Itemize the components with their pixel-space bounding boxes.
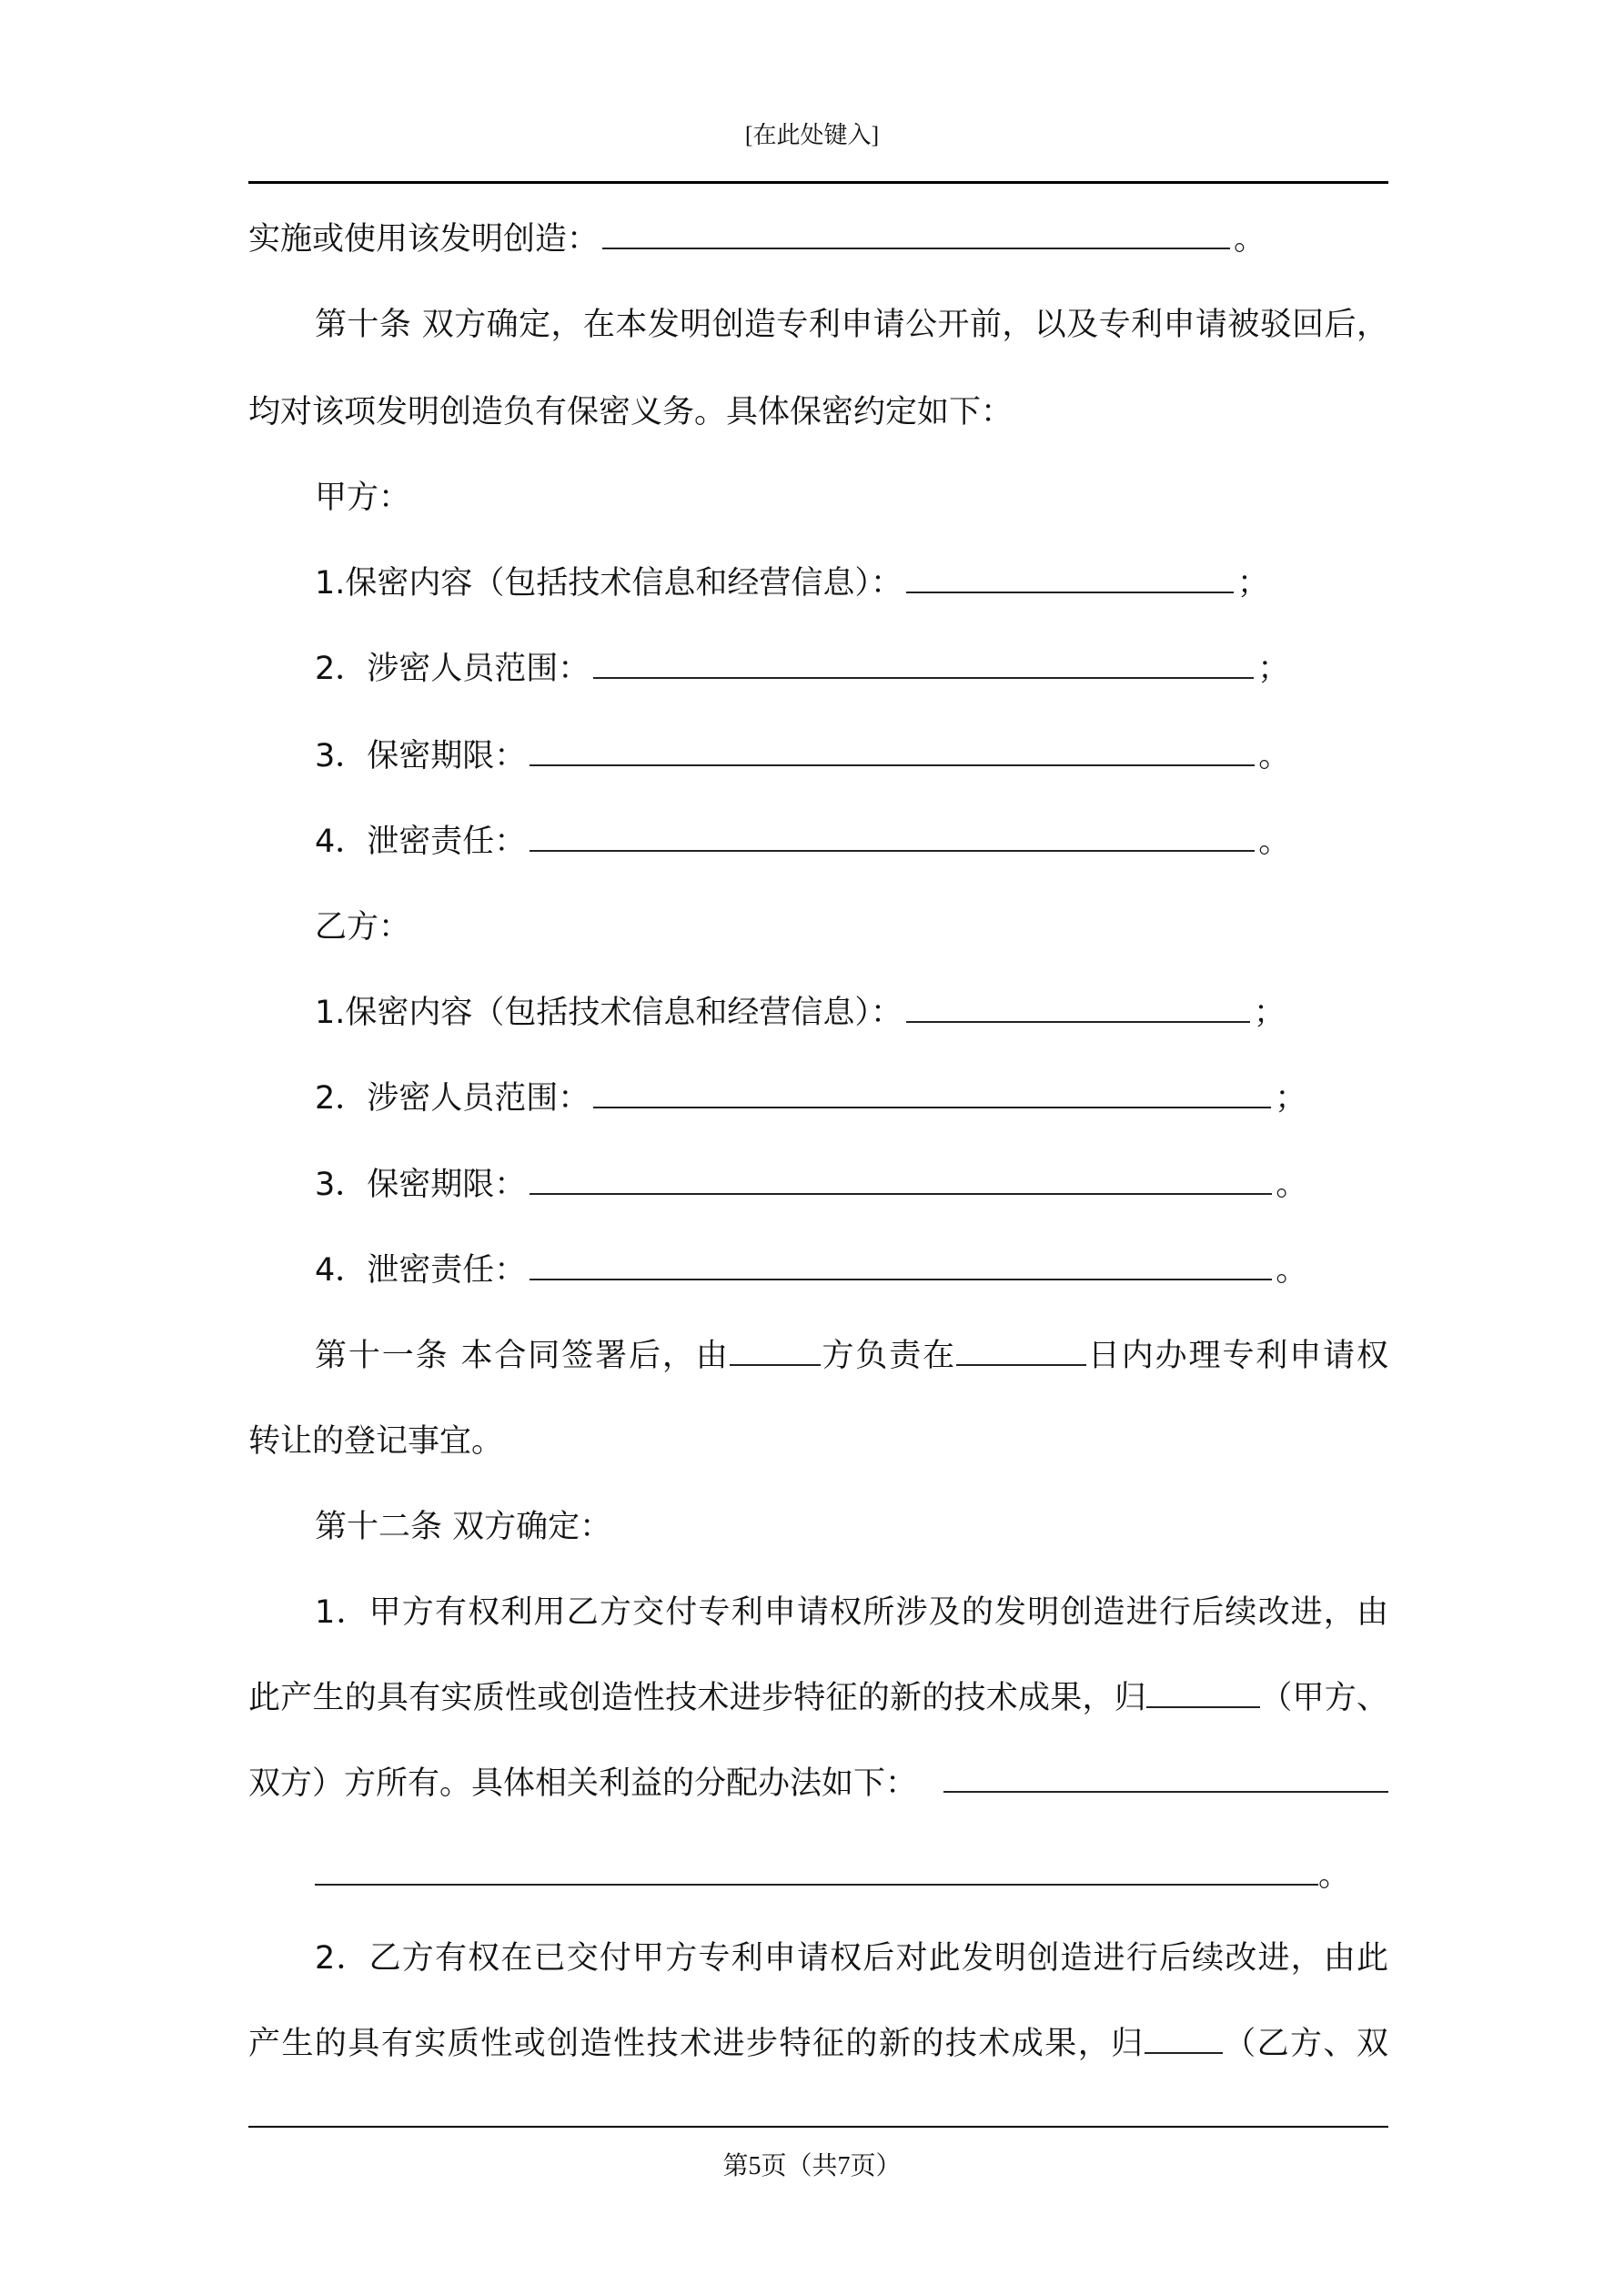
article-12-item-2-cont [248,2024,1388,2064]
blank-field[interactable] [593,1079,1271,1108]
party-a-item-2 [315,649,1388,689]
text: 第十一条 本合同签署后，由 [315,1338,730,1374]
article-12-item-1-cont [248,1678,1388,1718]
text: 2．涉密人员范围： [315,1080,590,1117]
party-b-item-4 [315,1250,1388,1290]
article-12-item-1-cont2 [248,1764,1388,1804]
text: 。 [1276,1167,1308,1203]
party-a-heading: 甲方： [315,480,411,516]
text: 实施或使用该发明创造： [248,221,600,258]
blank-field[interactable] [1146,1679,1260,1708]
text: 1.保密内容（包括技术信息和经营信息）： [315,995,903,1031]
party-b-item-2 [315,1078,1388,1118]
blank-field[interactable] [530,1166,1272,1195]
blank-field[interactable] [956,1337,1086,1366]
text: 此产生的具有实质性或创造性技术进步特征的新的技术成果，归 [248,1680,1146,1716]
text: 。 [1258,824,1291,860]
text: （甲方、 [1259,1680,1388,1716]
text: 4．泄密责任： [315,824,527,860]
page-header: [在此处键入] [744,122,880,148]
text: 3．保密期限： [315,738,527,774]
text: 4．泄密责任： [315,1252,527,1289]
text: 。 [1276,1252,1308,1289]
line-implement [248,219,1388,259]
text: 3．保密期限： [315,1167,527,1203]
party-b-item-3 [315,1165,1388,1205]
text: （乙方、双 [1222,2026,1388,2062]
text: 。 [1318,1857,1351,1894]
text: ； [1236,565,1269,602]
party-a-item-4 [315,822,1388,862]
article-10: 第十条 双方确定，在本发明创造专利申请公开前，以及专利申请被驳回后， [315,307,1388,343]
article-12-item-2: 2．乙方有权在已交付甲方专利申请权后对此发明创造进行后续改进，由此 [315,1940,1388,1977]
text: 2．涉密人员范围： [315,651,590,687]
article-12: 第十二条 双方确定： [315,1509,612,1545]
footer-rule [248,2126,1388,2128]
blank-field[interactable] [1145,2025,1223,2054]
page-footer: 第5页（共7页） [722,2152,902,2180]
article-12-item-1-cont3 [315,1856,1388,1896]
blank-field[interactable] [906,994,1250,1023]
text: ； [1275,1080,1307,1117]
text: ； [1257,651,1290,687]
article-11 [315,1336,1388,1376]
blank-field[interactable] [315,1856,1318,1886]
text: 。 [1234,221,1266,258]
text: ； [1253,995,1286,1031]
text: 。 [1258,738,1291,774]
blank-field[interactable] [602,220,1230,249]
text: 1.保密内容（包括技术信息和经营信息）： [315,565,903,602]
party-b-item-1 [315,993,1388,1033]
article-10-cont: 均对该项发明创造负有保密义务。具体保密约定如下： [248,394,1014,430]
article-11-cont: 转让的登记事宜。 [248,1423,504,1460]
article-12-item-1: 1．甲方有权利用乙方交付专利申请权所涉及的发明创造进行后续改进，由 [315,1594,1388,1631]
party-b-heading: 乙方： [315,909,411,946]
party-a-item-1 [315,563,1388,603]
blank-field[interactable] [943,1764,1388,1793]
blank-field[interactable] [593,650,1254,679]
blank-field[interactable] [530,823,1255,852]
header-rule [248,181,1388,184]
party-a-item-3 [315,736,1388,776]
text: 日内办理专利申请权 [1086,1338,1388,1374]
blank-field[interactable] [730,1337,821,1366]
text: 产生的具有实质性或创造性技术进步特征的新的技术成果，归 [248,2026,1145,2062]
text: 双方）方所有。具体相关利益的分配办法如下： [248,1765,918,1802]
blank-field[interactable] [530,737,1255,766]
blank-field[interactable] [906,564,1234,593]
blank-field[interactable] [530,1251,1272,1280]
text: 方负责在 [820,1338,957,1374]
